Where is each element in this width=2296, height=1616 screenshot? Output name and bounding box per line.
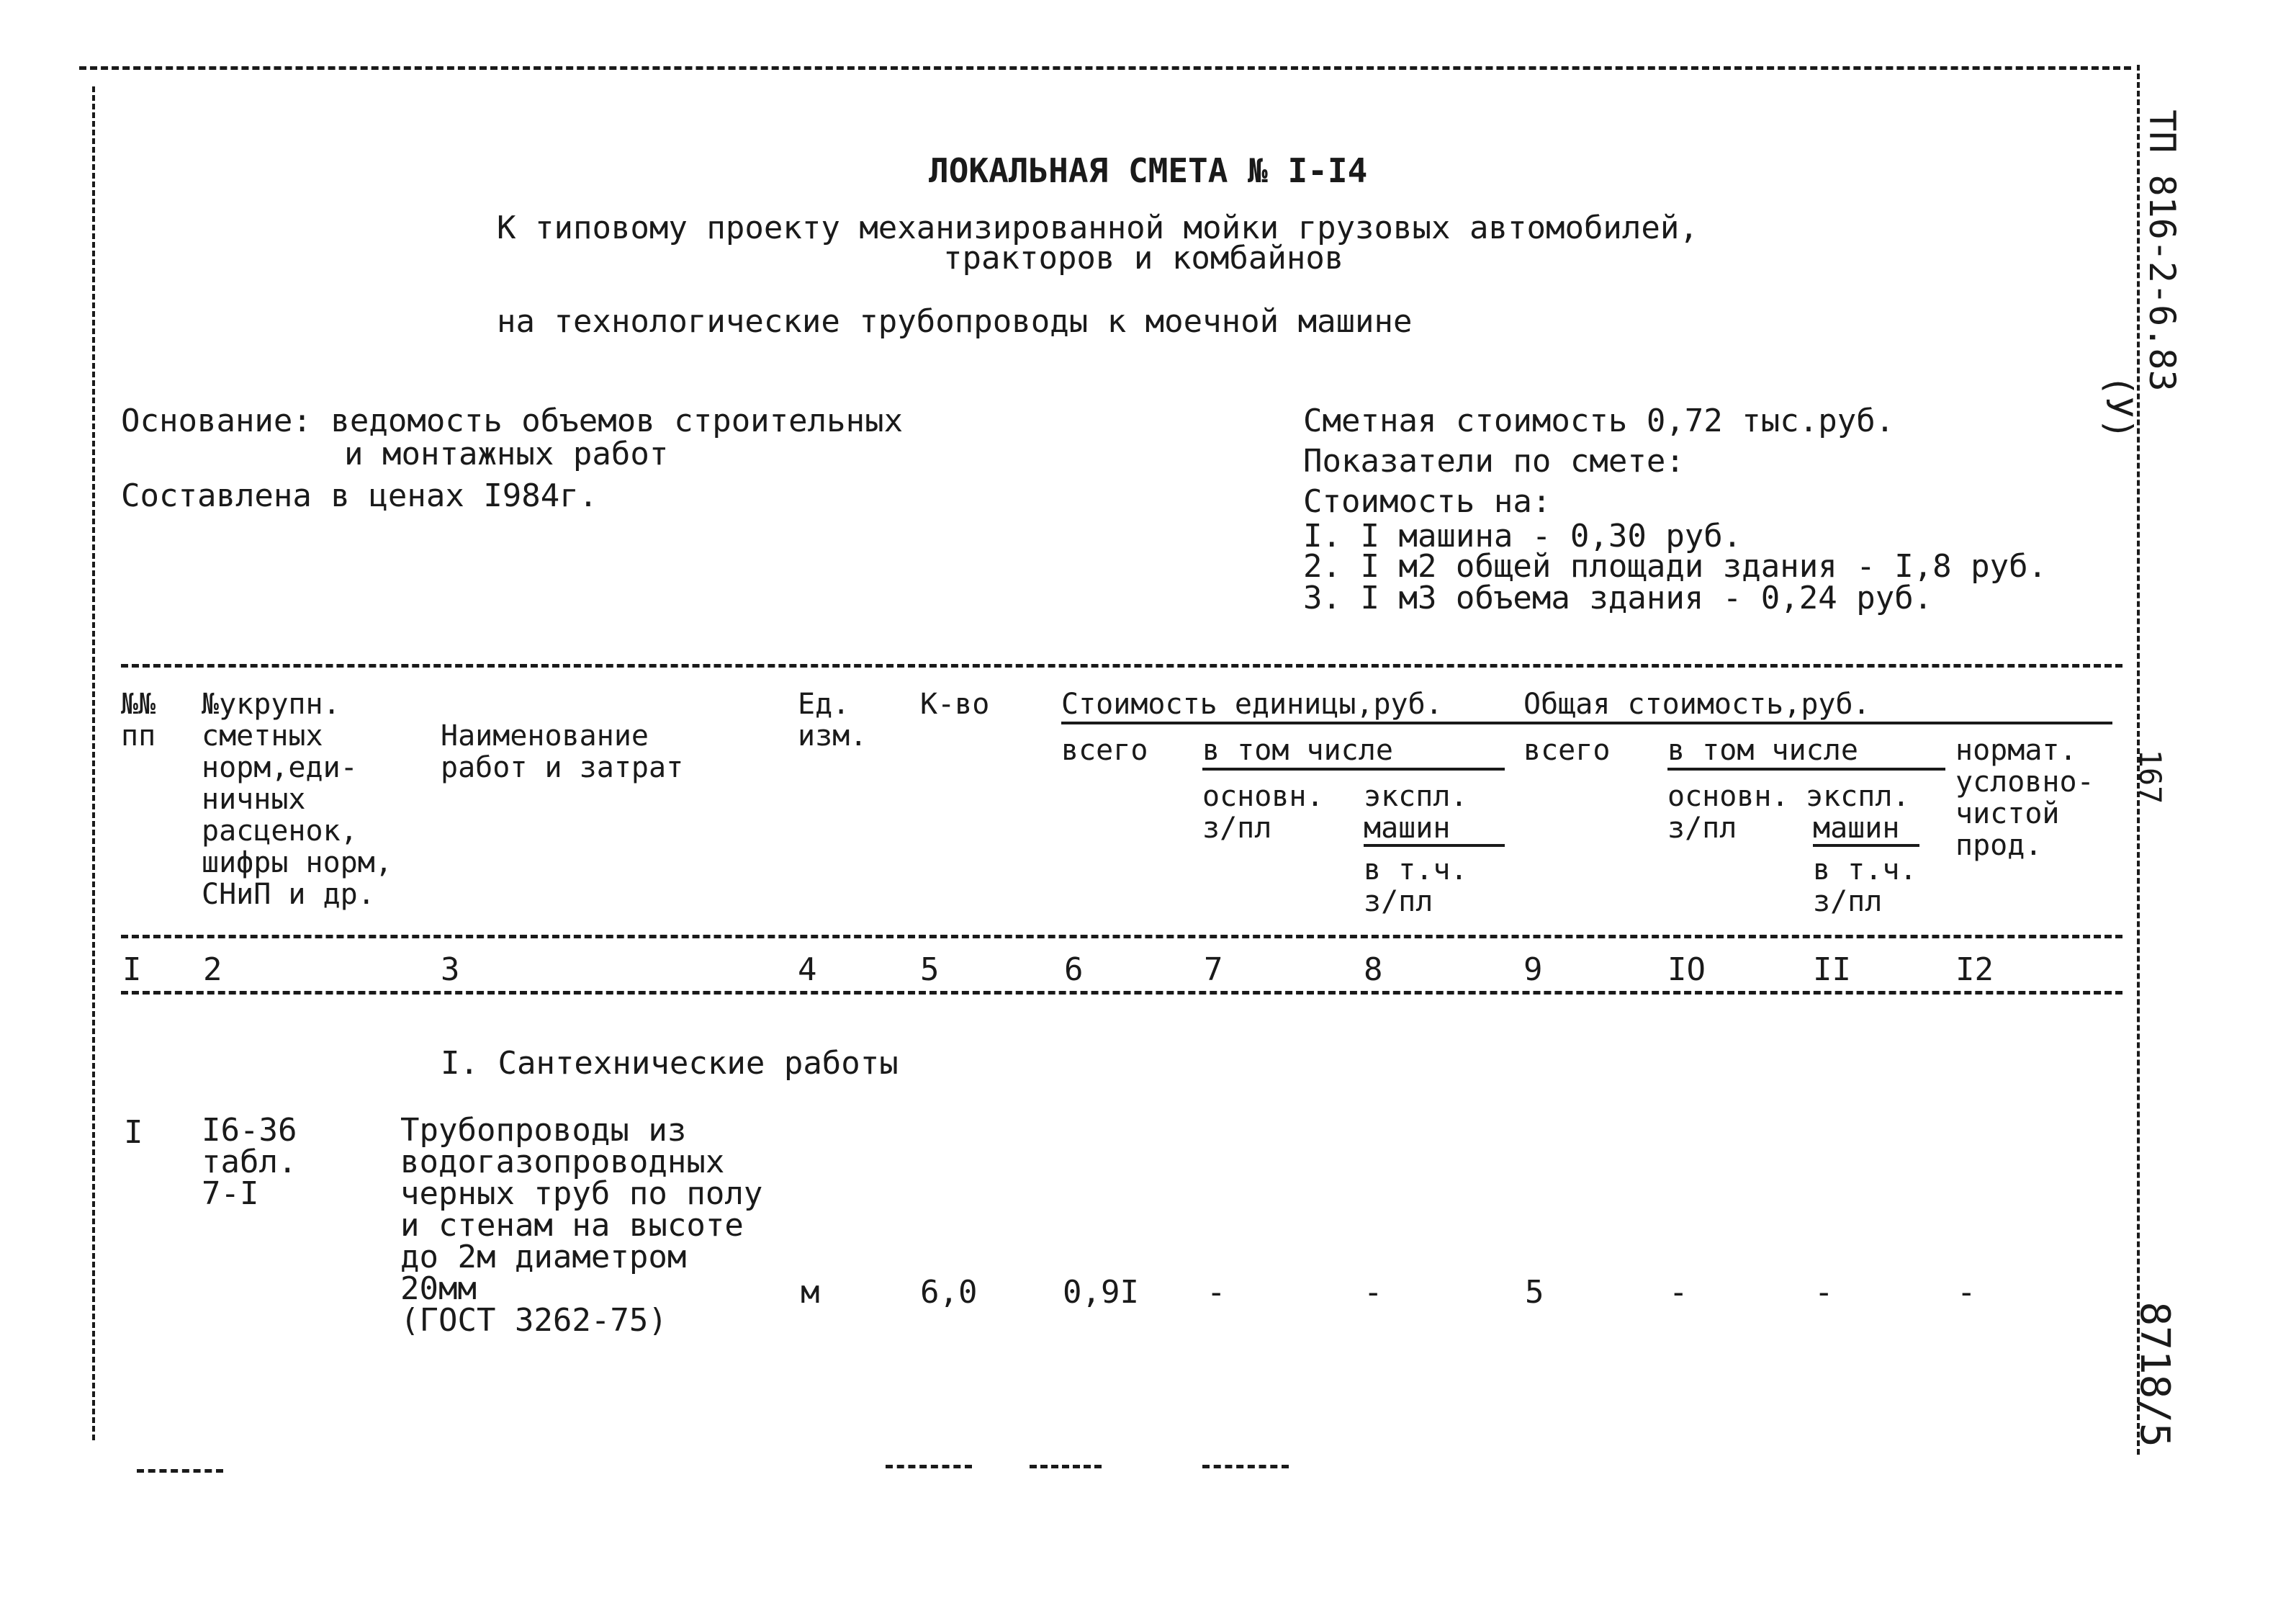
header-unit-total: всего xyxy=(1061,734,1148,767)
colnum-12: I2 xyxy=(1955,951,1994,988)
side-label-top-text: ТП 816-2-6.83 xyxy=(2141,109,2183,392)
header-unit-cost: Стоимость единицы,руб. xyxy=(1061,688,1443,721)
header-total-total: всего xyxy=(1523,734,1611,767)
bottom-border-2 xyxy=(886,1465,972,1468)
bottom-border-1 xyxy=(137,1469,223,1473)
row-unit: м xyxy=(801,1274,820,1311)
header-unit-incl: в том числе xyxy=(1202,734,1393,767)
bottom-border-3 xyxy=(1030,1465,1102,1468)
header-total-incl-underline xyxy=(1667,768,1945,771)
header-total-machine-underline xyxy=(1813,844,1919,847)
header-col4: Ед. изм. xyxy=(798,688,868,753)
left-border xyxy=(92,86,95,1440)
subtitle-line2: тракторов и комбайнов xyxy=(943,240,1344,277)
row-unit-machine: - xyxy=(1364,1274,1383,1311)
row-total: 5 xyxy=(1525,1274,1544,1311)
cost-line3: Стоимость на: xyxy=(1303,483,1552,520)
colnum-8: 8 xyxy=(1364,951,1383,988)
row-total-machine: - xyxy=(1814,1274,1834,1311)
header-unit-machine: экспл. машин xyxy=(1364,780,1468,845)
header-total-incl: в том числе xyxy=(1667,734,1858,767)
table-header-bottom-line xyxy=(121,935,2122,938)
basis-line3: Составлена в ценах I984г. xyxy=(121,477,598,514)
cost-line5: 2. I м2 общей площади здания - I,8 руб. xyxy=(1303,548,2048,585)
colnum-11: II xyxy=(1813,951,1851,988)
colnum-1: I xyxy=(122,951,142,988)
cost-line6: 3. I м3 объема здания - 0,24 руб. xyxy=(1303,580,1933,616)
header-cost-underline xyxy=(1061,722,2112,724)
cost-line4: I. I машина - 0,30 руб. xyxy=(1303,518,1742,555)
header-total-wage-2: з/пл xyxy=(1667,812,1737,845)
row-total-wage: - xyxy=(1669,1274,1688,1311)
colnum-7: 7 xyxy=(1204,951,1223,988)
header-total-cost: Общая стоимость,руб. xyxy=(1523,688,1870,721)
header-total-machine-2: машин xyxy=(1813,812,1900,845)
subtitle-line1: К типовому проекту механизированной мойки грузовых автомобилей, xyxy=(497,210,1698,246)
row-name: Трубопроводы из водогазопроводных черных труб по полу и стенам на высоте до 2м диаметром 20мм (ГОСТ 3262-75) xyxy=(400,1112,763,1339)
header-col2: №укрупн. сметных норм,еди- ничных расценок, шифры норм, СНиП и др. xyxy=(202,688,392,911)
row-qty: 6,0 xyxy=(920,1274,978,1311)
header-unit-wage: основн. з/пл xyxy=(1202,780,1324,845)
header-col1: №№ пп xyxy=(121,688,156,753)
top-border xyxy=(79,66,2131,70)
colnum-underline xyxy=(121,991,2122,995)
header-total-wage: основн. xyxy=(1667,780,1789,813)
colnum-10: IO xyxy=(1667,951,1706,988)
basis-line2: и монтажных работ xyxy=(344,436,669,472)
row-unit-wage: - xyxy=(1207,1274,1226,1311)
side-label-bottom-text: 8718/5 xyxy=(2131,1301,2178,1447)
row-code: I6-36 табл. 7-I xyxy=(202,1112,297,1212)
header-col5: К-во xyxy=(920,688,990,721)
row-num: I xyxy=(124,1114,143,1151)
bottom-border-4 xyxy=(1202,1465,1289,1468)
colnum-4: 4 xyxy=(798,951,817,988)
header-total-machine-wage: в т.ч. з/пл xyxy=(1813,853,1917,918)
colnum-3: 3 xyxy=(441,951,460,988)
header-unit-machine-underline xyxy=(1364,844,1505,847)
header-total-machine: экспл. xyxy=(1806,780,1910,813)
header-col3: Наименование работ и затрат xyxy=(441,719,684,784)
colnum-6: 6 xyxy=(1064,951,1084,988)
basis-line1: Основание: ведомость объемов строительных xyxy=(121,403,904,439)
header-normative: нормат. условно- чистой прод. xyxy=(1955,734,2094,862)
cost-line1: Сметная стоимость 0,72 тыс.руб. xyxy=(1303,403,1895,439)
colnum-5: 5 xyxy=(920,951,940,988)
side-label-middle xyxy=(2133,713,2203,804)
row-normative: - xyxy=(1957,1274,1976,1311)
side-label-top-sub-text: (У) xyxy=(2098,374,2140,440)
colnum-9: 9 xyxy=(1523,951,1543,988)
header-unit-machine-wage: в т.ч. з/пл xyxy=(1364,853,1468,918)
side-label-bottom xyxy=(2131,1253,2225,1447)
subtitle-line3: на технологические трубопроводы к моечной машине xyxy=(497,303,1413,340)
document-title: ЛОКАЛЬНАЯ СМЕТА № I-I4 xyxy=(929,151,1368,190)
colnum-2: 2 xyxy=(203,951,222,988)
section-title: I. Сантехнические работы xyxy=(441,1045,899,1082)
header-unit-incl-underline xyxy=(1202,768,1505,771)
row-unit-total: 0,9I xyxy=(1063,1274,1139,1311)
table-top-line xyxy=(121,664,2122,668)
side-label-middle-text: 167 xyxy=(2133,749,2168,804)
side-label-top-sub xyxy=(2098,331,2182,440)
cost-line2: Показатели по смете: xyxy=(1303,443,1685,480)
